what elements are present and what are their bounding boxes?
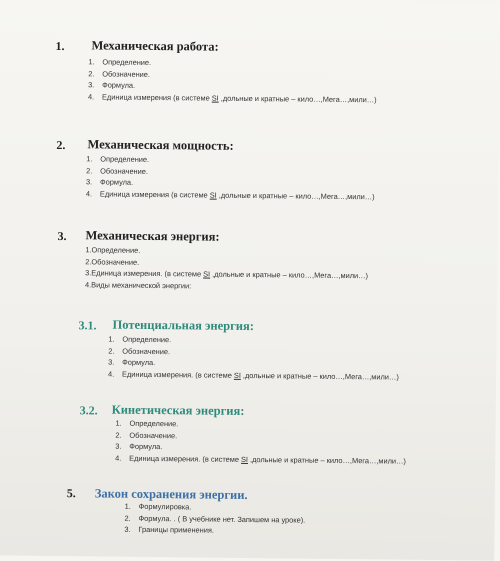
list-item: 1.Определение. <box>85 245 141 255</box>
section-title: Закон сохранения энергии. <box>94 486 248 503</box>
list-item: 1. Определение. <box>108 334 172 345</box>
section-title: Кинетическая энергия: <box>111 402 245 418</box>
section-title: Механическая энергия: <box>85 228 220 244</box>
section-list <box>115 418 406 467</box>
section-number: 5. <box>66 486 76 501</box>
list-item: 4.Виды механической энергии: <box>84 280 192 291</box>
section-title: Механическая работа: <box>91 38 219 54</box>
section-list <box>85 244 368 293</box>
list-item: 2. Обозначение. <box>88 68 151 79</box>
list-item: 1. Формулировка. <box>124 501 192 512</box>
list-item: 4. Единица измерения (в системе SI ,дольные и кратные – кило…,Мега…,мили…) <box>85 189 375 202</box>
section-list <box>108 334 399 383</box>
list-item: 2. Обозначение. <box>86 165 149 176</box>
section-number: 3. <box>57 228 67 244</box>
section-number: 3.2. <box>79 403 98 418</box>
list-item: 2.Обозначение. <box>85 256 140 267</box>
list-item: 3. Формула. <box>86 177 134 187</box>
section-list <box>88 56 377 105</box>
section-list <box>86 153 375 202</box>
list-item: 4. Единица измерения. (в системе SI ,дольные и кратные – кило…,Мега…,мили…) <box>108 369 399 382</box>
section-title: Механическая мощность: <box>87 137 234 153</box>
list-item: 2. Обозначение. <box>115 430 178 440</box>
list-item: 3. Границы применения. <box>124 524 215 535</box>
list-item: 4. Единица измерения (в системе SI ,дольные и кратные – кило…,Мега…,мили…) <box>87 92 377 105</box>
list-item: 4. Единица измерения. (в системе SI ,дольные и кратные – кило…,Мега…,мили…) <box>115 453 406 466</box>
list-item: 3. Формула. <box>108 357 156 368</box>
list-item: 1. Определение. <box>86 154 150 164</box>
list-item: 2. Формула. . ( В учебнике нет. Запишем на уроке). <box>124 513 306 525</box>
section-list <box>124 501 305 538</box>
list-item: 2. Обозначение. <box>108 346 171 356</box>
section-title: Потенциальная энергия: <box>112 317 255 334</box>
list-item: 3.Единица измерения. (в системе SI ,дольные и кратные – кило…,Мега…,мили…) <box>85 268 369 281</box>
list-item: 1. Определение. <box>88 57 152 67</box>
section-number: 3.1. <box>78 318 97 333</box>
list-item: 3. Формула. <box>88 80 136 90</box>
list-item: 1. Определение. <box>115 418 179 429</box>
list-item: 3. Формула. <box>115 441 163 452</box>
section-number: 1. <box>55 38 65 54</box>
section-number: 2. <box>56 137 66 153</box>
